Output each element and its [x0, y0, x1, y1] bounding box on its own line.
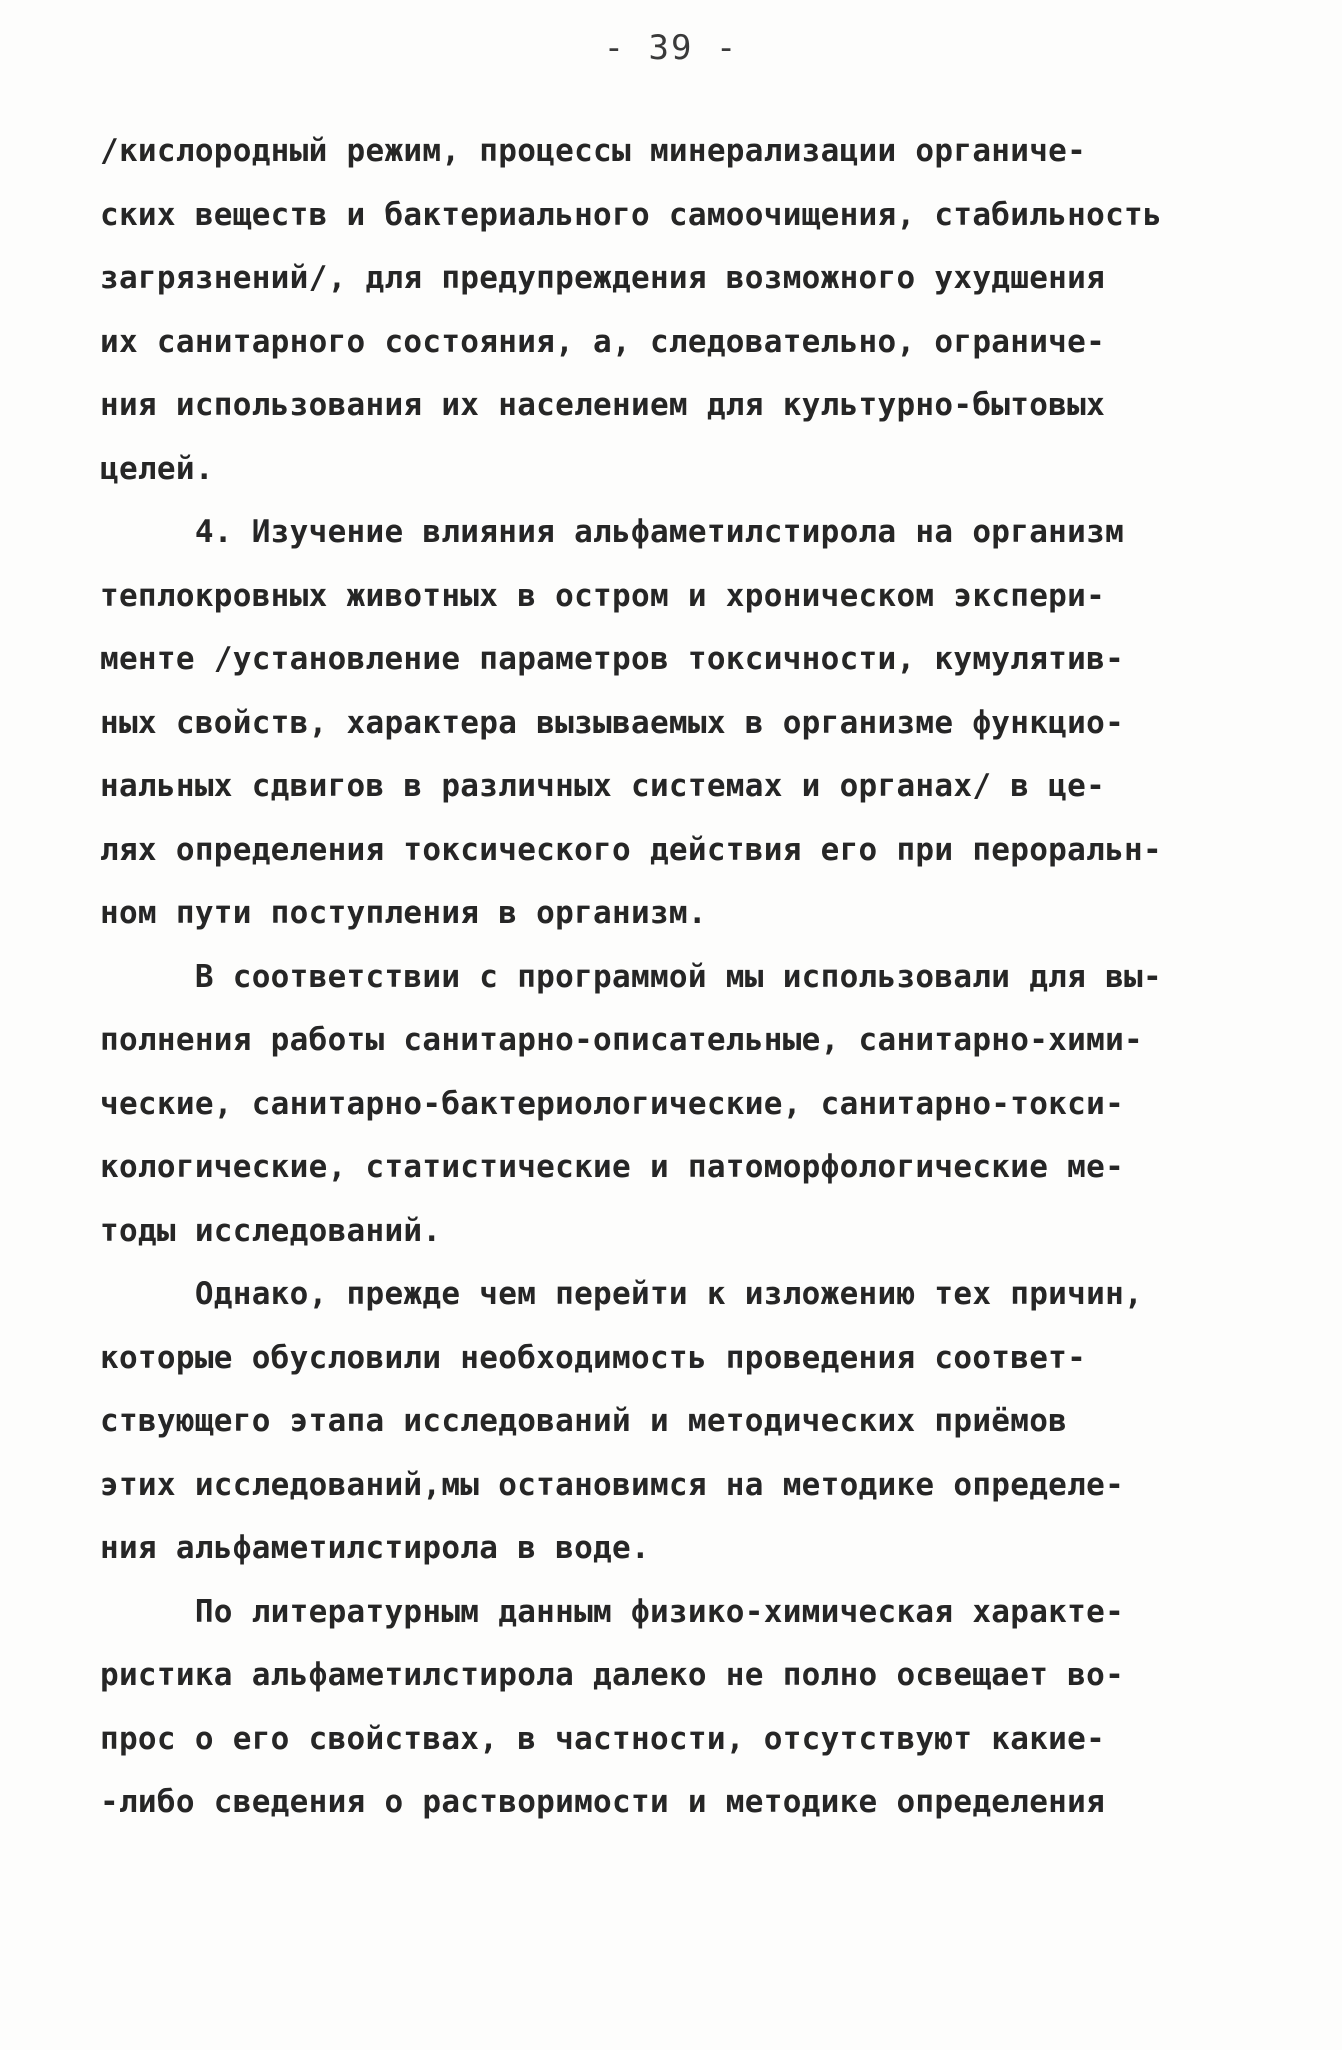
text-line: По литературным данным физико-химическая характе-	[100, 1593, 1125, 1630]
text-line: загрязнений/, для предупреждения возможного ухудшения	[100, 260, 1106, 296]
text-line: -либо сведения о растворимости и методике определения	[100, 1784, 1106, 1820]
text-line: В соответствии с программой мы использовали для вы-	[100, 958, 1162, 995]
text-line: ния альфаметилстирола в воде.	[100, 1530, 650, 1566]
body-text	[100, 120, 1260, 1835]
text-line: ристика альфаметилстирола далеко не полно освещает во-	[100, 1657, 1125, 1693]
text-line: целей.	[100, 450, 214, 487]
text-line: их санитарного состояния, а, следовательно, ограниче-	[100, 323, 1106, 360]
text-line: ния использования их населением для культурно-бытовых	[100, 387, 1106, 423]
text-line: лях определения токсического действия его при пероральн-	[100, 831, 1162, 868]
text-line: /кислородный режим, процессы минерализации органиче-	[100, 133, 1087, 169]
text-line: ных свойств, характера вызываемых в организме функцио-	[100, 704, 1125, 741]
text-line: тоды исследований.	[100, 1212, 442, 1249]
text-line: Однако, прежде чем перейти к изложению тех причин,	[100, 1276, 1143, 1312]
text-line: 4. Изучение влияния альфаметилстирола на организм	[100, 514, 1125, 550]
text-line: ческие, санитарно-бактериологические, санитарно-токси-	[100, 1085, 1125, 1122]
text-line: кологические, статистические и патоморфологические ме-	[100, 1149, 1125, 1185]
text-line: ствующего этапа исследований и методических приёмов	[100, 1403, 1068, 1439]
text-line: нальных сдвигов в различных системах и органах/ в це-	[100, 768, 1106, 804]
page-number: - 39 -	[603, 28, 739, 68]
text-line: полнения работы санитарно-описательные, санитарно-хими-	[100, 1022, 1143, 1058]
text-line: менте /установление параметров токсичности, кумулятив-	[100, 641, 1125, 677]
text-line: прос о его свойствах, в частности, отсутствуют какие-	[100, 1720, 1106, 1757]
text-line: этих исследований,мы остановимся на методике определе-	[100, 1466, 1125, 1503]
text-line: теплокровных животных в остром и хроническом экспери-	[100, 577, 1106, 614]
text-line: ном пути поступления в организм.	[100, 895, 707, 931]
text-line: которые обусловили необходимость проведения соответ-	[100, 1339, 1087, 1376]
text-line: ских веществ и бактериального самоочищения, стабильность	[100, 196, 1162, 233]
